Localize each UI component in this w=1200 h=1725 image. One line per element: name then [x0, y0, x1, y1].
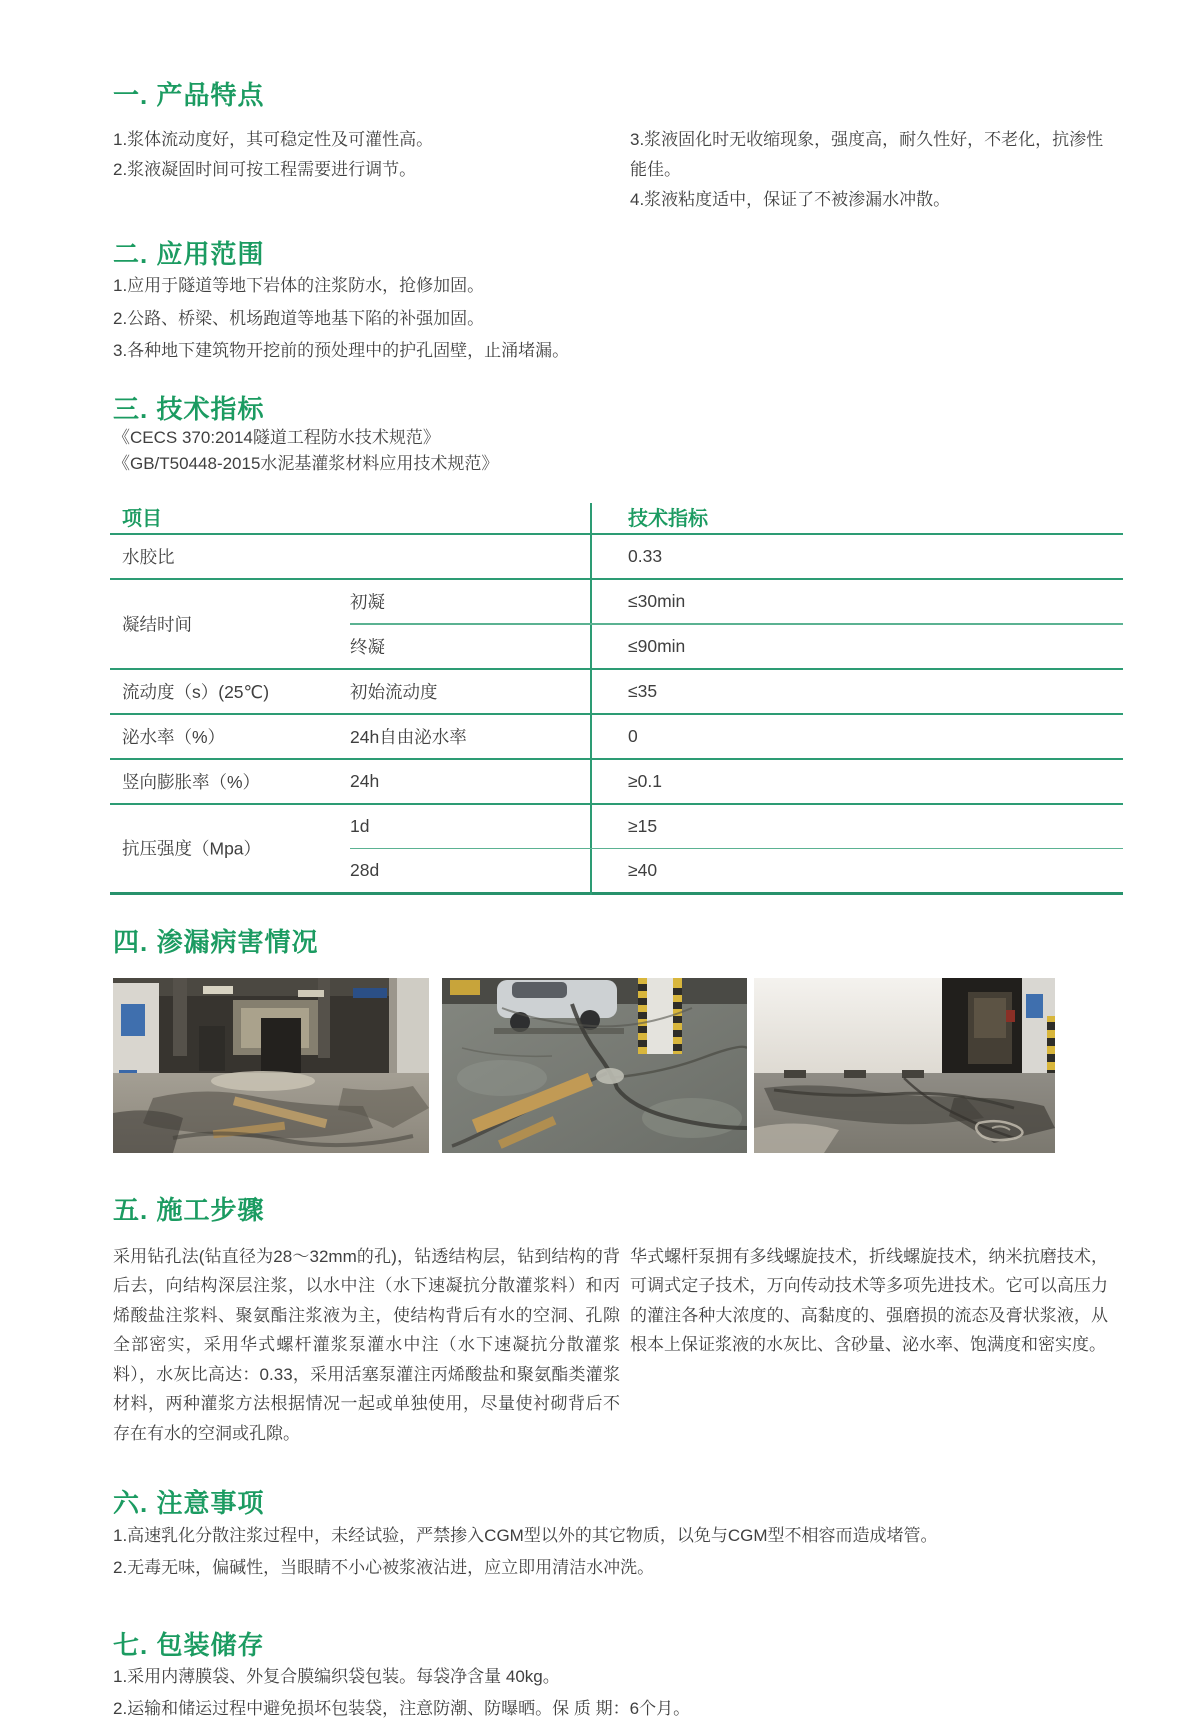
setting-time-label: 凝结时间	[122, 614, 192, 635]
spec-row-compressive-strength	[110, 805, 1123, 893]
cracked-floor-with-car-photo	[442, 978, 747, 1153]
spec-subrow-1d: 1d ≥15	[350, 815, 658, 836]
section-construction-steps	[113, 1195, 1108, 1449]
compressive-strength-label: 抗压强度（Mpa）	[122, 838, 262, 859]
leakage-photo-strip	[113, 978, 1108, 1153]
section-heading-precautions: 六. 注意事项	[113, 1488, 265, 1519]
spec-col-header-item: 项目	[122, 507, 162, 530]
spec-row-setting-time	[110, 580, 1123, 668]
spec-table-header-row	[110, 499, 1123, 533]
table-bottom-border	[110, 892, 1123, 895]
section-heading-features: 一. 产品特点	[113, 80, 265, 110]
spec-subrow-28d: 28d ≥40	[350, 860, 658, 881]
feature-item-3: 3.浆液固化时无收缩现象，强度高，耐久性好，不老化，抗渗性能佳。	[630, 130, 1104, 180]
section-heading-packaging: 七. 包装储存	[113, 1629, 265, 1660]
features-left-column	[113, 125, 623, 215]
section-leakage-damage	[113, 927, 1108, 1153]
section-heading-leakage: 四. 渗漏病害情况	[113, 926, 319, 957]
features-right-column	[630, 125, 1108, 215]
spec-row-bleeding-rate: 泌水率（%） 24h自由泌水率 0	[122, 725, 638, 747]
section-heading-specs: 三. 技术指标	[113, 393, 265, 424]
spec-subrow-final-set: 终凝 ≤90min	[350, 635, 686, 657]
section-technical-specs	[113, 394, 1108, 895]
feature-item-4: 4.浆液粘度适中，保证了不被渗漏水冲散。	[630, 190, 951, 210]
section-applications	[113, 239, 1108, 368]
spec-row-fluidity: 流动度（s）(25℃) 初始流动度 ≤35	[122, 680, 658, 702]
wet-cracked-floor-corridor-photo	[754, 978, 1055, 1153]
section-heading-applications: 二. 应用范围	[113, 239, 265, 270]
application-item-2: 2.公路、桥梁、机场跑道等地基下陷的补强加固。	[113, 308, 485, 328]
section-precautions	[113, 1488, 1108, 1583]
section-heading-construction: 五. 施工步骤	[113, 1194, 265, 1225]
spec-col-header-value: 技术指标	[628, 507, 708, 530]
feature-item-1: 1.浆体流动度好，其可稳定性及可灌性高。	[113, 130, 434, 150]
features-columns	[113, 125, 1108, 215]
feature-item-2: 2.浆液凝固时间可按工程需要进行调节。	[113, 160, 417, 180]
section-packaging-storage	[113, 1630, 1108, 1725]
spec-table	[110, 499, 1123, 895]
spec-subrow-initial-set: 初凝 ≤30min	[350, 591, 686, 613]
packaging-item-1: 1.采用内薄膜袋、外复合膜编织袋包装。每袋净含量 40kg。	[113, 1666, 560, 1686]
precaution-item-1: 1.高速乳化分散注浆过程中，未经试验，严禁掺入CGM型以外的其它物质，以免与CGM型不相容而造成堵管。	[113, 1525, 938, 1545]
spec-reference-1: 《CECS 370:2014隧道工程防水技术规范》	[113, 428, 440, 448]
application-item-3: 3.各种地下建筑物开挖前的预处理中的护孔固壁，止涌堵漏。	[113, 341, 570, 361]
construction-columns	[113, 1242, 1108, 1449]
garage-corridor-water-leakage-photo	[113, 978, 429, 1153]
construction-paragraph-left: 采用钻孔法(钻直径为28～32mm的孔)，钻透结构层，钻到结构的背后去，向结构深层注浆，以水中注（水下速凝抗分散灌浆料）和丙烯酸盐注浆料、聚氨酯注浆液为主，使结构背后有水的空洞、孔隙全部密实，采用华式螺杆灌浆泵灌水中注（水下速凝抗分散灌浆料），水灰比高达：0.33，采用活塞泵灌注丙烯酸盐和聚氨酯类灌浆材料，两种灌浆方法根据情况一起或单独使用，尽量使衬砌背后不存在有水的空洞或孔隙。	[113, 1246, 620, 1443]
section-product-features	[113, 80, 1108, 215]
packaging-item-2: 2.运输和储运过程中避免损坏包装袋，注意防潮、防曝晒。保 质 期：6个月。	[113, 1698, 691, 1718]
precaution-item-2: 2.无毒无味，偏碱性，当眼睛不小心被浆液沾进，应立即用清洁水冲洗。	[113, 1557, 655, 1577]
spec-row-water-binder-ratio: 水胶比 0.33	[122, 546, 663, 568]
spec-reference-2: 《GB/T50448-2015水泥基灌浆材料应用技术规范》	[113, 454, 499, 474]
construction-paragraph-right: 华式螺杆泵拥有多线螺旋技术，折线螺旋技术，纳米抗磨技术，可调式定子技术，万向传动技术等多项先进技术。它可以高压力的灌注各种大浓度的、高黏度的、强磨损的流态及膏状浆液，从根本上保证浆液的水灰比、含砂量、泌水率、饱满度和密实度。	[630, 1246, 1108, 1355]
application-item-1: 1.应用于隧道等地下岩体的注浆防水，抢修加固。	[113, 276, 485, 296]
spec-row-vertical-expansion: 竖向膨胀率（%） 24h ≥0.1	[122, 770, 662, 792]
